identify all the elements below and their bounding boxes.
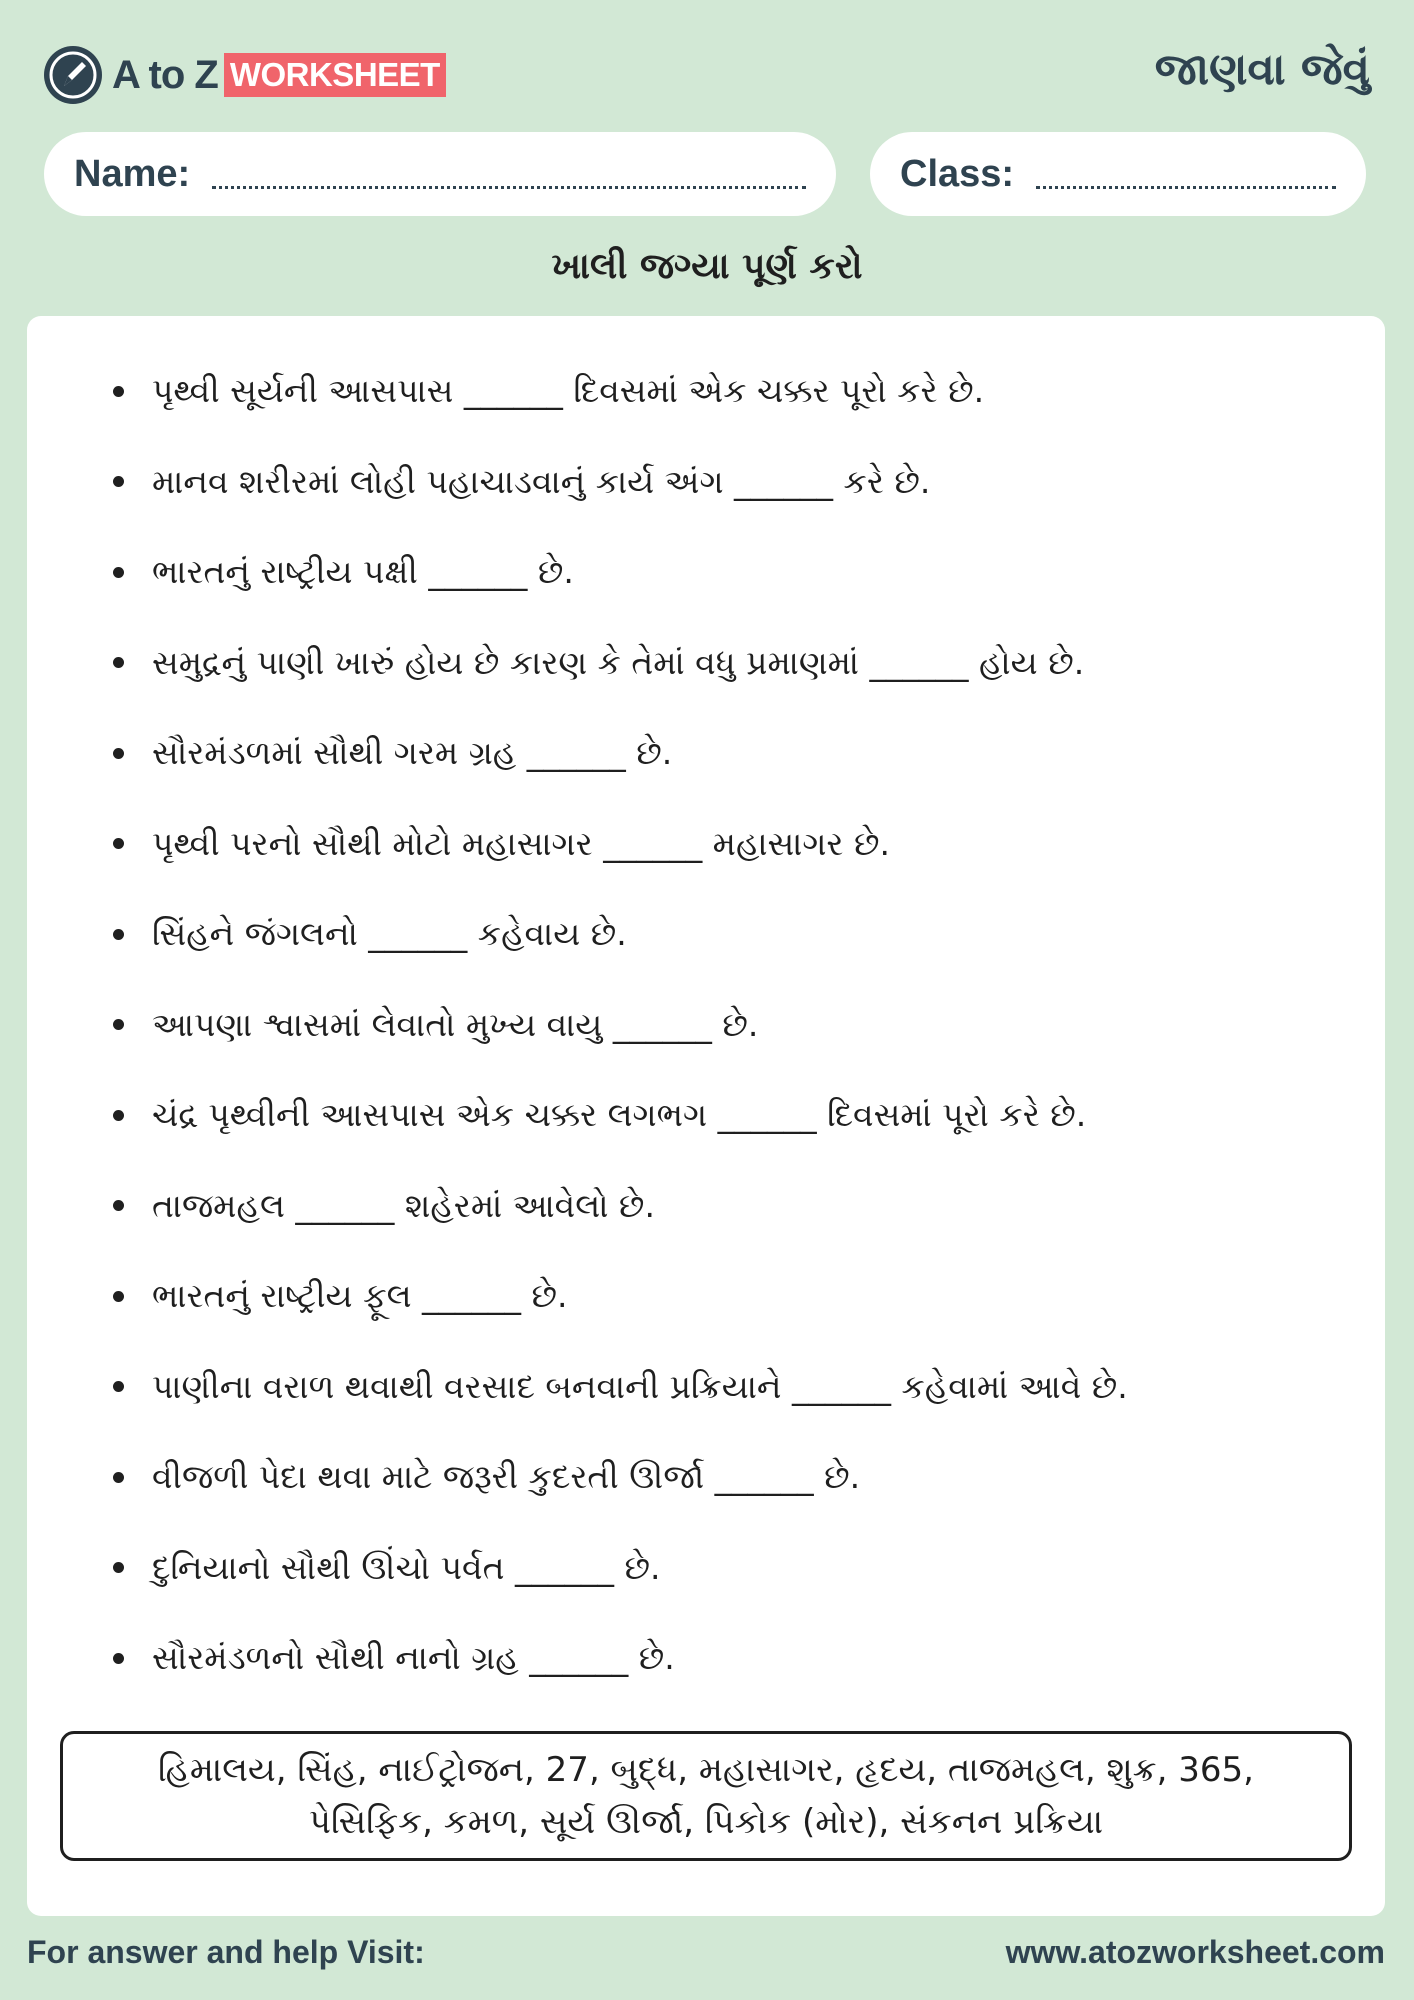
bullet-icon [113,567,124,578]
question-text: ભારતનું રાષ્ટ્રીય પક્ષી ______ છે. [152,552,574,592]
question-text: માનવ શરીરમાં લોહી પહાચાડવાનું કાર્ય અંગ ______ કરે છે. [152,461,931,501]
questions-panel [27,316,1385,1916]
page-title: જાણવા જેવું [1154,44,1370,95]
question-text: પૃથ્વી પરનો સૌથી મોટો મહાસાગર ______ મહાસાગર છે. [152,823,890,863]
list-item [27,1432,1385,1523]
class-label: Class: [900,152,1015,195]
question-text: તાજમહલ ______ શહેરમાં આવેલો છે. [152,1185,655,1225]
section-title: ખાલી જગ્યા પૂર્ણ કરો [551,246,863,287]
list-item [27,799,1385,890]
list-item [27,980,1385,1071]
bullet-icon [113,1381,124,1392]
name-dotted-line[interactable] [212,186,806,189]
bullet-icon [113,1200,124,1211]
list-item [27,346,1385,437]
list-item [27,1613,1385,1704]
question-text: પાણીના વરાળ થવાથી વરસાદ બનવાની પ્રક્રિયાને ______ કહેવામાં આવે છે. [152,1366,1128,1406]
list-item [27,1161,1385,1252]
list-item [27,1342,1385,1433]
bullet-icon [113,1653,124,1664]
logo-text-accent: WORKSHEET [224,53,446,97]
list-item [27,1251,1385,1342]
question-text: સૌરમંડળનો સૌથી નાનો ગ્રહ ______ છે. [152,1638,675,1678]
class-dotted-line[interactable] [1036,186,1336,189]
list-item [27,437,1385,528]
bullet-icon [113,657,124,668]
bullet-icon [113,929,124,940]
question-text: ભારતનું રાષ્ટ્રીય ફૂલ ______ છે. [152,1276,568,1316]
question-text: વીજળી પેદા થવા માટે જરૂરી કુદરતી ઊર્જા ______ છે. [152,1457,861,1497]
bullet-icon [113,1562,124,1573]
question-text: સૌરમંડળમાં સૌથી ગરમ ગ્રહ ______ છે. [152,733,673,773]
bullet-icon [113,1110,124,1121]
word-bank-line-1: હિમાલય, સિંહ, નાઈટ્રોજન, 27, બુદ્ધ, મહાસાગર, હૃદય, તાજમહલ, શુક્ર, 365, [158,1750,1254,1790]
footer-help-text: For answer and help Visit: [27,1934,425,1970]
bullet-icon [113,1472,124,1483]
question-text: આપણા શ્વાસમાં લેવાતો મુખ્ય વાયુ ______ છે. [152,1004,759,1044]
pencil-icon [44,46,102,104]
bullet-icon [113,386,124,397]
question-text: પૃથ્વી સૂર્યની આસપાસ ______ દિવસમાં એક ચક્કર પૂરો કરે છે. [152,371,985,411]
bullet-icon [113,1291,124,1302]
list-item [27,889,1385,980]
list-item [27,708,1385,799]
word-bank-line-2: પેસિફિક, કમળ, સૂર્ય ઊર્જા, પિકોક (મોર), સંકનન પ્રક્રિયા [308,1802,1104,1842]
class-field[interactable] [870,132,1366,216]
question-list [27,346,1385,1704]
bullet-icon [113,476,124,487]
question-text: સિંહને જંગલનો ______ કહેવાય છે. [152,914,627,954]
name-label: Name: [74,152,191,195]
site-logo [44,44,446,106]
list-item [27,618,1385,709]
bullet-icon [113,838,124,849]
question-text: ચંદ્ર પૃથ્વીની આસપાસ એક ચક્કર લગભગ ______ દિવસમાં પૂરો કરે છે. [152,1095,1087,1135]
footer-website-link[interactable]: www.atozworksheet.com [1005,1934,1385,1970]
list-item [27,527,1385,618]
bullet-icon [113,1019,124,1030]
name-field[interactable] [44,132,836,216]
question-text: સમુદ્રનું પાણી ખારું હોય છે કારણ કે તેમાં વધુ પ્રમાણમાં ______ હોય છે. [152,642,1085,682]
bullet-icon [113,748,124,759]
question-text: દુનિયાનો સૌથી ઊંચો પર્વત ______ છે. [152,1547,661,1587]
logo-text-main: A to Z [112,52,218,97]
list-item [27,1523,1385,1614]
list-item [27,1070,1385,1161]
word-bank [60,1731,1352,1861]
